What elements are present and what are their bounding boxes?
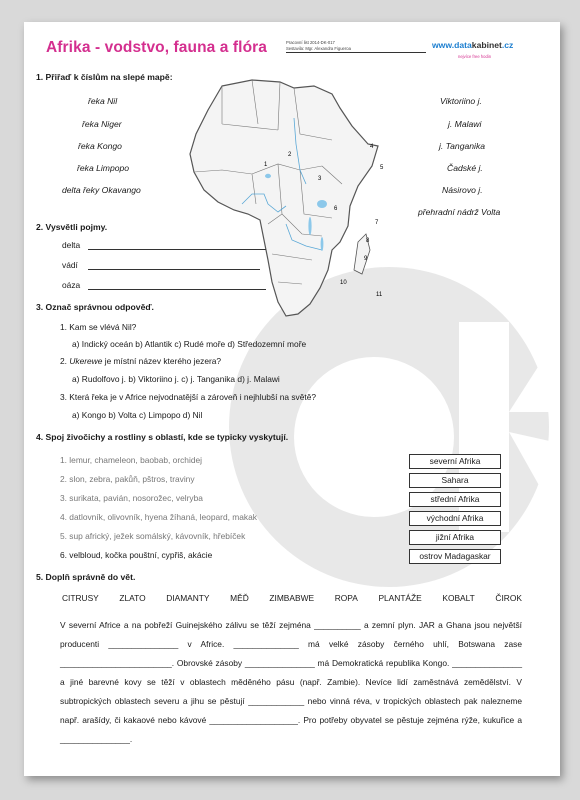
task1-left-item: delta řeky Okavango bbox=[62, 185, 141, 195]
map-number: 10 bbox=[340, 280, 347, 286]
brand-main: kabinet bbox=[471, 40, 502, 50]
region-box[interactable]: severní Afrika bbox=[409, 454, 501, 469]
question-2-number: 2. bbox=[60, 356, 67, 366]
task5-heading: 5. Doplň správně do vět. bbox=[36, 572, 136, 582]
region-box[interactable]: východní Afrika bbox=[409, 511, 501, 526]
question-2-text: je místní název kterého jezera? bbox=[104, 356, 222, 366]
task1-left-item: řeka Nil bbox=[88, 96, 118, 106]
map-number: 2 bbox=[288, 152, 292, 158]
organism-item: 3. surikata, pavián, nosorožec, velryba bbox=[60, 493, 203, 503]
task1-heading: 1. Přiřaď k číslům na slepé mapě: bbox=[36, 72, 173, 82]
task1-left-item: řeka Niger bbox=[82, 119, 122, 129]
answers-2[interactable]: a) Rudolfovo j. b) Viktoriino j. c) j. Tanganika d) j. Malawi bbox=[72, 374, 280, 384]
region-box[interactable]: střední Afrika bbox=[409, 492, 501, 507]
term-label: vádí bbox=[62, 260, 78, 270]
term-label: delta bbox=[62, 240, 81, 250]
meta-line-author: Sestavila: Mgr. Alexandra Figueroa bbox=[286, 46, 351, 51]
answers-1[interactable]: a) Indický oceán b) Atlantik c) Rudé moře d) Středozemní moře bbox=[72, 339, 307, 349]
term-answer-line[interactable] bbox=[88, 260, 260, 270]
worksheet-page bbox=[24, 22, 560, 776]
task4-heading: 4. Spoj živočichy a rostliny s oblastí, kde se typicky vyskytují. bbox=[36, 432, 289, 442]
region-box[interactable]: Sahara bbox=[409, 473, 501, 488]
task3-heading: 3. Označ správnou odpověď. bbox=[36, 302, 154, 312]
fill-in-paragraph[interactable]: V severní Africe a na pobřeží Guinejského zálivu se těží zejména __________ a zemní plyn. JAR a Ghana jsou největší producenti _______________ v Africe. ______________ má velké zásoby černého uhlí, Botswana zase ________________________. Obrovské zásoby _______________ má Demokratická republika Kongo. _______________ a jiné barevné kovy se těží v oblastech měděného pásu (např. Zambie). Nevíce lidí zaměstnává zemědělství. V subtropických oblastech severu a jihu se pěstují ____________ nebo vinná réva, v tropických oblastech pak nalezneme např. arašídy, či kakaové nebo kávové ___________________. Pro potřeby obyvatel se pěstuje zejména rýže, kukuřice a _______________. bbox=[60, 620, 522, 744]
meta-line-code: Pracovní list 2014-DK-017 bbox=[286, 40, 335, 45]
page-title: Afrika - vodstvo, fauna a flóra bbox=[46, 39, 268, 56]
organism-item: 6. velbloud, kočka pouštní, cypřiš, akácie bbox=[60, 550, 213, 560]
answers-3[interactable]: a) Kongo b) Volta c) Limpopo d) Nil bbox=[72, 410, 203, 420]
word-bank-item: ZLATO bbox=[119, 593, 146, 603]
map-number: 3 bbox=[318, 176, 322, 182]
worksheet-meta bbox=[286, 40, 426, 53]
question-2 bbox=[60, 356, 221, 366]
question-3: 3. Která řeka je v Africe nejvodnatější a zároveň i nejhlubší na světě? bbox=[60, 392, 317, 402]
map-number: 9 bbox=[364, 256, 368, 262]
map-number: 6 bbox=[334, 206, 338, 212]
brand-prefix: www.data bbox=[432, 40, 472, 50]
word-bank-item: ČIROK bbox=[495, 593, 522, 603]
term-row bbox=[62, 240, 266, 250]
term-answer-line[interactable] bbox=[88, 280, 266, 290]
word-bank-item: DIAMANTY bbox=[166, 593, 210, 603]
region-box[interactable]: jižní Afrika bbox=[409, 530, 501, 545]
task1-right-item: j. Malawi bbox=[448, 119, 482, 129]
brand-suffix: .cz bbox=[501, 40, 514, 50]
organism-item: 4. datlovník, olivovník, hyena žíhaná, leopard, makak bbox=[60, 512, 257, 522]
brand-tagline: nejvíce free hodin bbox=[458, 54, 492, 59]
map-number: 7 bbox=[375, 220, 379, 226]
term-row bbox=[62, 280, 266, 290]
question-1: 1. Kam se vlévá Nil? bbox=[60, 322, 137, 332]
task1-right-item: j. Tanganika bbox=[439, 141, 486, 151]
word-bank-item: ZIMBABWE bbox=[269, 593, 315, 603]
organism-item: 5. sup africký, ježek somálský, kávovník, hřebíček bbox=[60, 531, 246, 541]
task1-right-item: přehradní nádrž Volta bbox=[418, 207, 501, 217]
task1-left-item: řeka Kongo bbox=[78, 141, 122, 151]
task1-left-item: řeka Limpopo bbox=[77, 163, 130, 173]
task1-right-item: Viktoriino j. bbox=[440, 96, 482, 106]
term-label: oáza bbox=[62, 280, 81, 290]
task1-right-item: Čadské j. bbox=[447, 163, 483, 173]
task2-heading: 2. Vysvětli pojmy. bbox=[36, 222, 108, 232]
term-row bbox=[62, 260, 260, 270]
word-bank-item: PLANTÁŽE bbox=[378, 593, 422, 603]
question-2-term: Ukerewe bbox=[69, 356, 103, 366]
word-bank-item: CITRUSY bbox=[62, 593, 99, 603]
organism-item: 2. slon, zebra, pakůň, pštros, traviny bbox=[60, 474, 195, 484]
term-answer-line[interactable] bbox=[88, 240, 266, 250]
map-number: 5 bbox=[380, 165, 384, 171]
map-number: 1 bbox=[264, 162, 268, 168]
region-box[interactable]: ostrov Madagaskar bbox=[409, 549, 501, 564]
word-bank-item: MĚĎ bbox=[230, 593, 249, 603]
map-number: 11 bbox=[376, 292, 383, 298]
map-number: 8 bbox=[366, 238, 370, 244]
word-bank-item: KOBALT bbox=[442, 593, 475, 603]
map-number: 4 bbox=[370, 144, 374, 150]
word-bank-item: ROPA bbox=[334, 593, 358, 603]
word-bank bbox=[62, 593, 522, 603]
brand-link[interactable] bbox=[432, 40, 513, 50]
organism-item: 1. lemur, chameleon, baobab, orchidej bbox=[60, 455, 202, 465]
task1-right-item: Násirovo j. bbox=[442, 185, 483, 195]
